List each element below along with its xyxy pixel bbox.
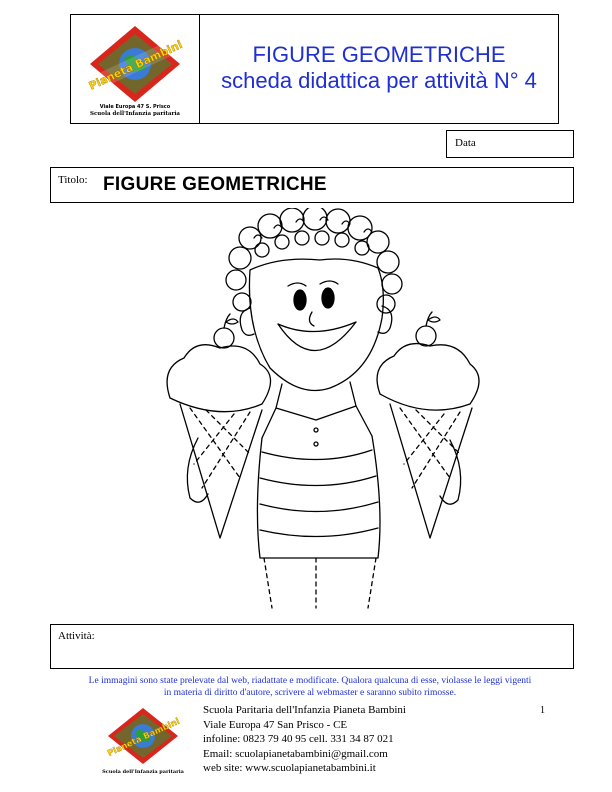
disclaimer-line1: Le immagini sono state prelevate dal web, riadattate e modificate. Qualora qualcuna di esse, violasse le leggi vigenti xyxy=(88,676,532,686)
title-value: FIGURE GEOMETRICHE xyxy=(103,174,327,195)
footer-email[interactable]: Email: scuolapianetabambini@gmail.com xyxy=(203,747,388,760)
svg-text:Pianeta Bambini: Pianeta Bambini xyxy=(106,716,182,759)
footer-logo xyxy=(98,706,188,776)
footer-website[interactable]: web site: www.scuolapianetabambini.it xyxy=(203,762,376,774)
svg-text:Scuola dell'Infanzia paritaria: Scuola dell'Infanzia paritaria xyxy=(89,111,181,117)
header-title-line2: scheda didattica per attività N° 4 xyxy=(221,68,537,93)
header-title-line1: FIGURE GEOMETRICHE xyxy=(252,42,506,67)
face-outline xyxy=(249,259,383,391)
copyright-disclaimer xyxy=(30,675,590,699)
left-ice-cream xyxy=(167,314,270,538)
svg-text:Scuola dell'Infanzia paritaria: Scuola dell'Infanzia paritaria xyxy=(102,769,184,775)
svg-text:Viale Europa 47 S. Prisco: Viale Europa 47 S. Prisco xyxy=(99,104,171,110)
disclaimer-line2: in materia di diritto d'autore, scrivere al webmaster e saranno subito rimosse. xyxy=(163,688,457,698)
activity-field[interactable] xyxy=(50,624,574,669)
page-number: 1 xyxy=(540,705,545,716)
child-with-ice-creams-illustration xyxy=(150,208,490,616)
title-label: Titolo: xyxy=(58,174,88,186)
footer-school-name: Scuola Paritaria dell'Infanzia Pianeta Bambini xyxy=(203,704,406,716)
footer-contact-info xyxy=(203,703,406,776)
curly-hair xyxy=(226,208,402,313)
header-title xyxy=(200,42,558,94)
svg-text:Pianeta Bambini: Pianeta Bambini xyxy=(86,38,185,93)
footer-phone: infoline: 0823 79 40 95 cell. 331 34 87 021 xyxy=(203,733,394,745)
right-ice-cream xyxy=(377,312,479,538)
footer-address: Viale Europa 47 San Prisco - CE xyxy=(203,718,348,731)
school-logo xyxy=(76,22,194,118)
date-label: Data xyxy=(455,137,476,149)
activity-label: Attività: xyxy=(58,630,95,642)
